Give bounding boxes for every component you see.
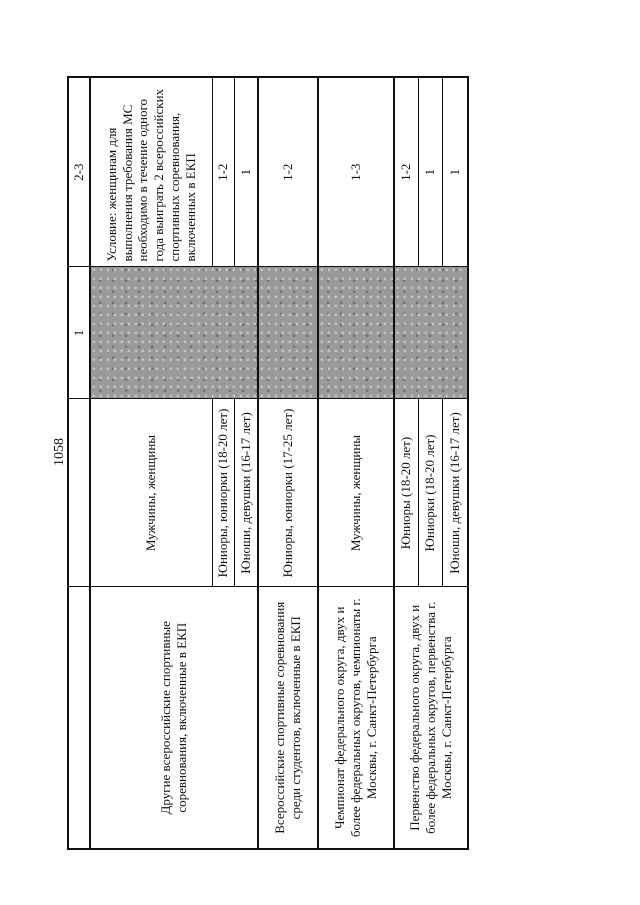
header-col-2-3: 2-3 bbox=[68, 77, 90, 267]
competition-cell: Всероссийские спортивные соревнования среди студентов, включенные в ЕКП bbox=[258, 587, 318, 849]
place-cell: 1-2 bbox=[394, 77, 418, 267]
group-cell: Юниоры, юниорки (17-25 лет) bbox=[258, 399, 318, 587]
header-col-1: 1 bbox=[68, 267, 90, 399]
table-row bbox=[318, 77, 394, 849]
competition-cell: Чемпионат федерального округа, двух и более федеральных округов, чемпионаты г. Москвы, г. Санкт-Петербурга bbox=[318, 587, 394, 849]
group-cell: Мужчины, женщины bbox=[90, 399, 212, 587]
shaded-cell bbox=[258, 267, 318, 399]
place-cell: 1-3 bbox=[318, 77, 394, 267]
group-cell: Мужчины, женщины bbox=[318, 399, 394, 587]
group-cell: Юниоры, юниорки (18-20 лет) bbox=[212, 399, 234, 587]
competition-cell: Другие всероссийские спортивные соревнования, включенные в ЕКП bbox=[90, 587, 258, 849]
header-row bbox=[68, 77, 90, 849]
table-row bbox=[258, 77, 318, 849]
header-empty-group bbox=[68, 399, 90, 587]
table-row bbox=[394, 77, 418, 849]
page-number: 1058 bbox=[52, 438, 67, 466]
competition-cell: Первенство федерального округа, двух и более федеральных округов, первенства г. Москвы, г. Санкт-Петербурга bbox=[394, 587, 468, 849]
header-empty-competition bbox=[68, 587, 90, 849]
place-cell: 1 bbox=[442, 77, 468, 267]
group-cell: Юниорки (18-20 лет) bbox=[418, 399, 442, 587]
place-cell: 1 bbox=[418, 77, 442, 267]
group-cell: Юноши, девушки (16-17 лет) bbox=[442, 399, 468, 587]
shaded-cell bbox=[394, 267, 468, 399]
table-row bbox=[90, 77, 212, 849]
rotated-table-sheet bbox=[67, 78, 467, 850]
group-cell: Юноши, девушки (16-17 лет) bbox=[234, 399, 258, 587]
place-cell: 1-2 bbox=[212, 77, 234, 267]
group-cell: Юниоры (18-20 лет) bbox=[394, 399, 418, 587]
condition-cell: Условие: женщинам для выполнения требования МС необходимо в течение одного года выиграть 2 всероссийских спортивных соревнования, включенных в ЕКП bbox=[90, 77, 212, 267]
shaded-cell bbox=[318, 267, 394, 399]
place-cell: 1-2 bbox=[258, 77, 318, 267]
qualification-table bbox=[67, 76, 469, 850]
shaded-cell bbox=[90, 267, 258, 399]
place-cell: 1 bbox=[234, 77, 258, 267]
